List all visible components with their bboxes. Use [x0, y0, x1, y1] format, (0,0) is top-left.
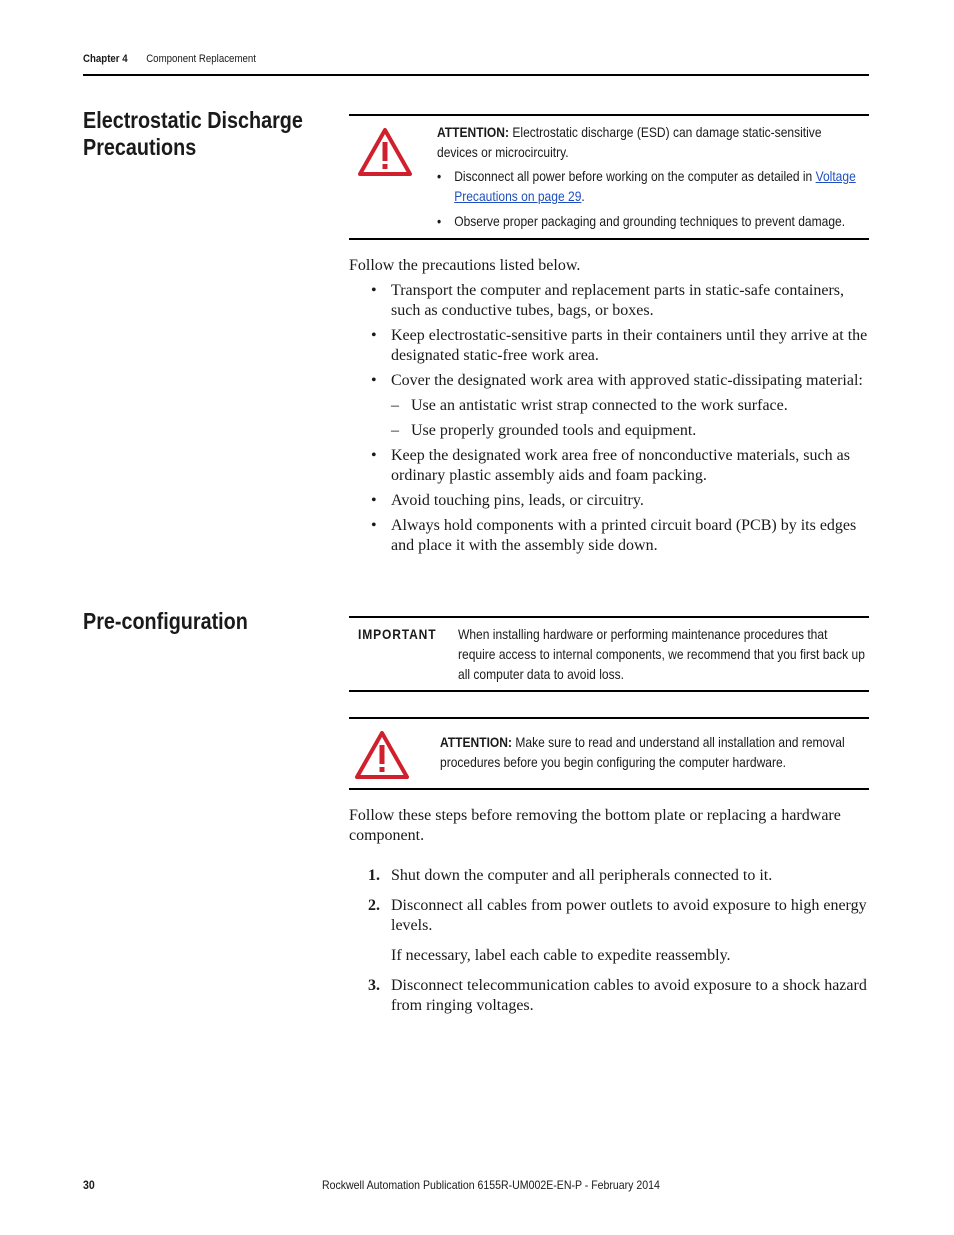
running-header — [83, 53, 256, 65]
step-item: 1. Shut down the computer and all peripherals connected to it. — [368, 867, 773, 884]
esd-attention-text — [437, 122, 927, 236]
sub-list-item: – Use properly grounded tools and equipment. — [391, 421, 869, 441]
attention-label: ATTENTION: — [440, 734, 513, 750]
attention-bullets — [437, 166, 858, 231]
step-item: 2. Disconnect all cables from power outlets to avoid exposure to high energy levels. If necessary, label each cable to expedite reassembly. — [349, 896, 869, 966]
list-item: • Keep electrostatic-sensitive parts in their containers until they arrive at the designated static-free work area. — [349, 326, 869, 366]
esd-heading-line1: Electrostatic Discharge — [83, 107, 303, 133]
list-item: • Avoid touching pins, leads, or circuitry. — [349, 491, 869, 511]
attention-label: ATTENTION: — [437, 124, 510, 140]
preconfig-attention-text — [440, 732, 926, 772]
chapter-title: Component Replacement — [146, 53, 256, 65]
important-label: IMPORTANT — [358, 626, 437, 642]
list-item: • Cover the designated work area with approved static-dissipating material: – Use an antistatic wrist strap connected to the work surface. – Use properly grounded tools and equipment. — [349, 371, 869, 441]
preconfig-intro: Follow these steps before removing the bottom plate or replacing a hardware component. — [349, 807, 841, 844]
list-item: • Always hold components with a printed circuit board (PCB) by its edges and place it with the assembly side down. — [349, 516, 869, 556]
important-box — [349, 616, 869, 692]
esd-intro: Follow the precautions listed below. — [349, 257, 581, 274]
sub-list — [391, 396, 869, 441]
esd-heading-line2: Precautions — [83, 134, 197, 160]
attention-bullet: • Observe proper packaging and grounding techniques to prevent damage. — [437, 211, 858, 231]
header-rule — [83, 74, 869, 76]
voltage-precautions-link[interactable]: Voltage Precautions on page 29 — [454, 168, 856, 204]
preconfig-steps — [349, 866, 869, 1026]
esd-heading — [83, 107, 303, 161]
preconfig-heading: Pre-configuration — [83, 608, 248, 634]
esd-precautions-list — [349, 281, 869, 561]
list-item: • Transport the computer and replacement parts in static-safe containers, such as conductive tubes, bags, or boxes. — [349, 281, 869, 321]
warning-triangle-icon — [355, 731, 409, 779]
step-item: 3. Disconnect telecommunication cables to avoid exposure to a shock hazard from ringing voltages. — [368, 977, 867, 1014]
preconfig-attention-box — [349, 717, 869, 790]
list-item: • Keep the designated work area free of nonconductive materials, such as ordinary plastic assembly aids and foam packing. — [349, 446, 869, 486]
chapter-label: Chapter 4 — [83, 53, 128, 65]
attention-message: Electrostatic discharge (ESD) can damage static-sensitive devices or microcircuitry. — [437, 124, 822, 160]
attention-bullet: • Disconnect all power before working on the computer as detailed in Voltage Precautions on page 29. — [437, 166, 858, 206]
page-number: 30 — [83, 1178, 95, 1192]
publication-info: Rockwell Automation Publication 6155R-UM002E-EN-P - February 2014 — [322, 1178, 660, 1192]
step-note: If necessary, label each cable to expedite reassembly. — [391, 947, 731, 964]
attention-message: Make sure to read and understand all installation and removal procedures before you begin configuring the computer hardware. — [440, 734, 845, 770]
warning-triangle-icon — [358, 128, 412, 176]
sub-list-item: – Use an antistatic wrist strap connected to the work surface. — [391, 396, 869, 416]
esd-attention-box — [349, 114, 869, 240]
important-text: When installing hardware or performing maintenance procedures that require access to internal components, we recommend that you first back up all computer data to avoid loss. — [458, 626, 865, 682]
